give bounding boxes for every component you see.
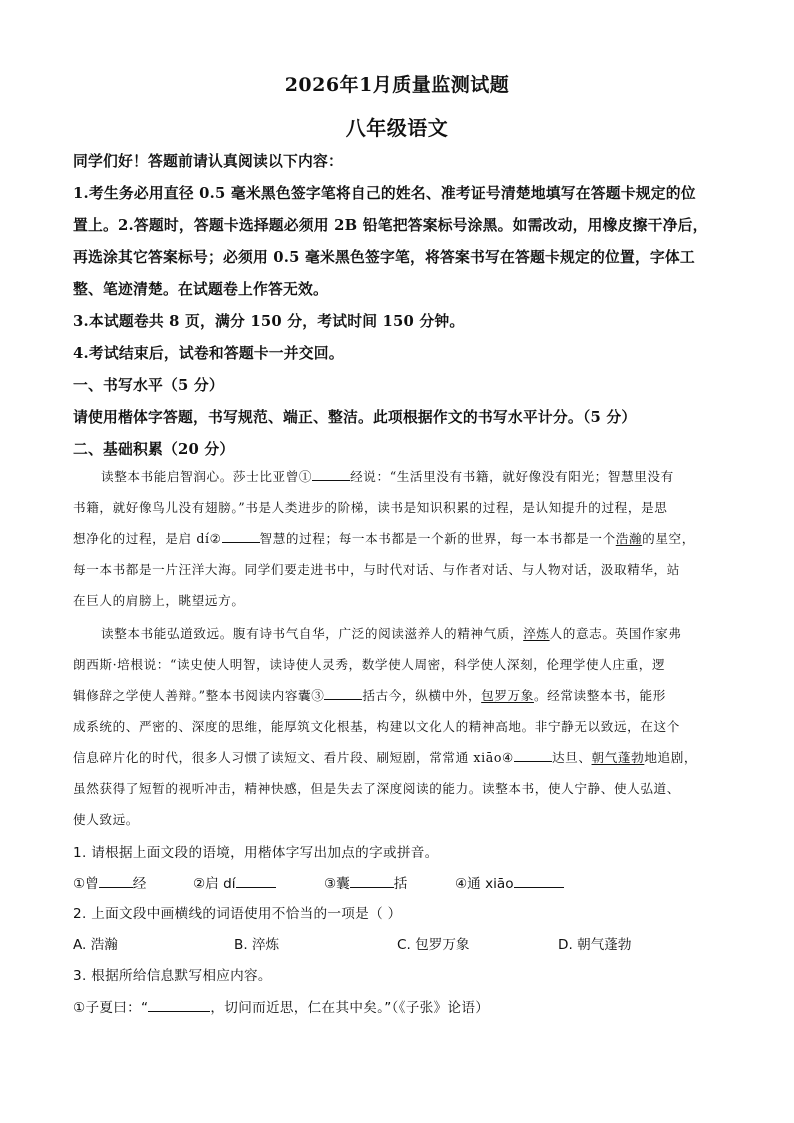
answer-blank[interactable] xyxy=(222,541,260,543)
item-label: ①子夏曰：“ xyxy=(73,1000,149,1016)
item-label: ，切问而近思，仁在其中矣。”（《子张》论语） xyxy=(210,1000,490,1016)
passage-line xyxy=(73,747,723,766)
question-1-stem: 1. 请根据上面文段的语境，用楷体字写出加点的字或拼音。 xyxy=(73,845,439,861)
answer-blank[interactable] xyxy=(236,886,276,888)
passage-text: 读整本书能弘道致远。腹有诗书气自华，广泛的阅读滋养人的精神气质， xyxy=(101,626,524,641)
section-1-heading: 一、书写水平（5 分） xyxy=(73,377,224,394)
question-2-option-a[interactable]: A. 浩瀚 xyxy=(73,937,118,953)
passage-line: 书籍，就好像鸟儿没有翅膀。”书是人类进步的阶梯，读书是知识积累的过程，是认知提升的过程，是思 xyxy=(73,500,668,515)
question-2-option-b[interactable]: B. 淬炼 xyxy=(234,937,280,953)
passage-text: 经说：“生活里没有书籍，就好像没有阳光；智慧里没有 xyxy=(350,469,674,484)
passage-text: 辑修辞之学使人善辩。”整本书阅读内容囊③ xyxy=(73,688,325,703)
answer-blank[interactable] xyxy=(148,1010,210,1012)
instructions-greeting: 同学们好！答题前请认真阅读以下内容： xyxy=(73,153,343,170)
passage-text: 人的意志。英国作家弗 xyxy=(549,626,682,641)
passage-line xyxy=(73,685,723,704)
item-label: 括 xyxy=(393,876,408,892)
answer-blank[interactable] xyxy=(514,760,552,762)
instruction-line: 再选涂其它答案标号；必须用 0.5 毫米黑色签字笔，将答案书写在答题卡规定的位置，字体工 xyxy=(73,249,695,266)
passage-text: 括古今，纵横中外， xyxy=(362,688,482,703)
passage-line xyxy=(73,528,723,547)
instruction-line: 1.考生务必用直径 0.5 毫米黑色签字笔将自己的姓名、准考证号清楚地填写在答题卡规定的位 xyxy=(73,185,696,202)
underlined-word: 淬炼 xyxy=(523,626,550,641)
item-label: ③囊 xyxy=(324,876,350,892)
exam-subtitle: 八年级语文 xyxy=(345,116,449,140)
item-label: 经 xyxy=(132,876,147,892)
answer-blank[interactable] xyxy=(99,886,133,888)
item-label: ④通 xiāo xyxy=(455,876,514,892)
question-1-item-d xyxy=(455,872,564,892)
question-2-option-c[interactable]: C. 包罗万象 xyxy=(397,937,470,953)
question-3-item-1 xyxy=(73,996,489,1016)
passage-line: 使人致远。 xyxy=(73,812,139,827)
section-1-text: 请使用楷体字答题，书写规范、端正、整洁。此项根据作文的书写水平计分。（5 分） xyxy=(73,409,637,426)
question-2-stem: 2. 上面文段中画横线的词语使用不恰当的一项是（ ） xyxy=(73,906,402,922)
instruction-line: 整、笔迹清楚。在试题卷上作答无效。 xyxy=(73,281,328,298)
answer-blank[interactable] xyxy=(350,886,394,888)
passage-text: 读整本书能启智润心。莎士比亚曾① xyxy=(101,469,313,484)
passage-text: 地追剧， xyxy=(644,750,698,765)
passage-line: 每一本书都是一片汪洋大海。同学们要走进书中，与时代对话、与作者对话、与人物对话，汲取精华，站 xyxy=(73,562,680,577)
passage-line: 朗西斯·培根说：“读史使人明智，读诗使人灵秀，数学使人周密，科学使人深刻，伦理学使人庄重，逻 xyxy=(73,657,666,672)
answer-blank[interactable] xyxy=(324,698,362,700)
instruction-item-3: 3.本试题卷共 8 页，满分 150 分，考试时间 150 分钟。 xyxy=(73,313,465,330)
exam-title: 2026年1月质量监测试题 xyxy=(284,74,510,96)
instruction-item-4: 4.考试结束后，试卷和答题卡一并交回。 xyxy=(73,345,344,362)
passage-text: 信息碎片化的时代，很多人习惯了读短文、看片段、刷短剧，常常通 xiāo④ xyxy=(73,750,514,765)
passage-text: 达旦、 xyxy=(551,750,592,765)
passage-line xyxy=(101,466,751,485)
section-2-heading: 二、基础积累（20 分） xyxy=(73,441,235,458)
passage-line xyxy=(101,623,751,642)
passage-line: 在巨人的肩膀上，眺望远方。 xyxy=(73,593,245,608)
underlined-word: 浩瀚 xyxy=(615,531,643,546)
underlined-word: 包罗万象 xyxy=(481,688,534,703)
question-2-option-d[interactable]: D. 朝气蓬勃 xyxy=(558,937,632,953)
passage-text: 想净化的过程，是启 dí② xyxy=(73,531,222,546)
instruction-line: 置上。2.答题时，答题卡选择题必须用 2B 铅笔把答案标号涂黑。如需改动，用橡皮擦干净后， xyxy=(73,217,708,234)
passage-text: 的星空， xyxy=(642,531,695,546)
question-1-item-c xyxy=(324,872,407,892)
question-1-item-b xyxy=(193,872,276,892)
answer-blank[interactable] xyxy=(514,886,564,888)
answer-blank[interactable] xyxy=(312,479,350,481)
passage-line: 成系统的、严密的、深度的思维，能厚筑文化根基，构建以文化人的精神高地。非宁静无以致远，在这个 xyxy=(73,719,680,734)
question-3-stem: 3. 根据所给信息默写相应内容。 xyxy=(73,968,272,984)
item-label: ①曾 xyxy=(73,876,99,892)
underlined-word: 朝气蓬勃 xyxy=(591,750,645,765)
question-1-item-a xyxy=(73,872,146,892)
item-label: ②启 dí xyxy=(193,876,236,892)
passage-text: 智慧的过程；每一本书都是一个新的世界，每一本书都是一个 xyxy=(259,531,616,546)
passage-text: 。经常读整本书，能形 xyxy=(533,688,666,703)
passage-line: 虽然获得了短暂的视听冲击，精神快感，但是失去了深度阅读的能力。读整本书，使人宁静、使人弘道、 xyxy=(73,781,680,796)
